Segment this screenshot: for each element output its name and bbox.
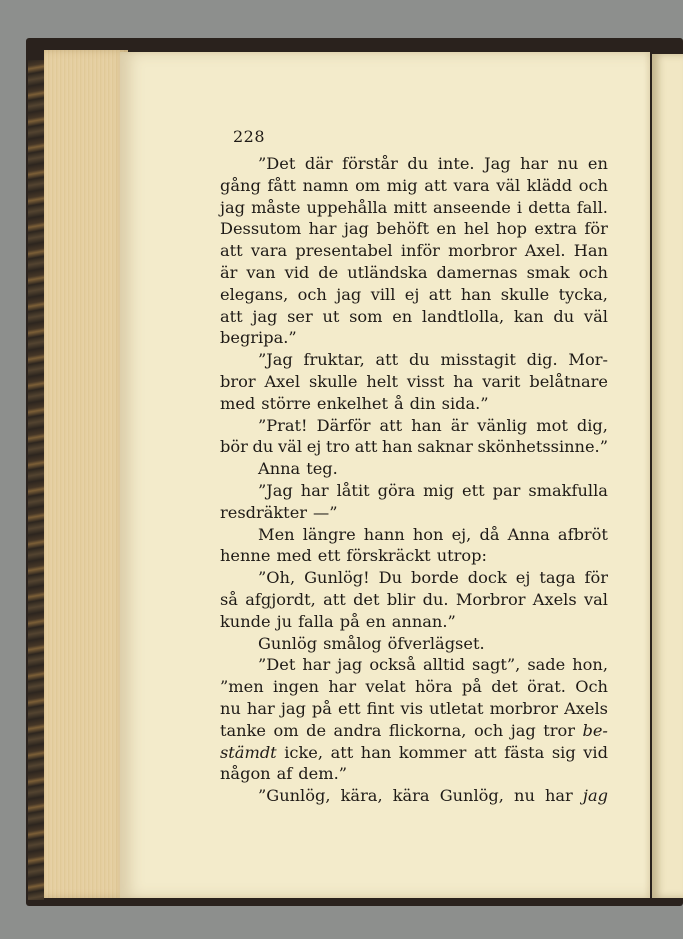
word: utländska [347,262,428,282]
word: ju [276,611,293,631]
word: på [311,698,332,718]
word: låtit [336,480,370,500]
word: utrop: [436,546,487,566]
word: han [460,284,492,304]
word: dem.” [298,764,347,784]
word: höra [414,677,453,697]
word: förskräckt [346,546,431,566]
page-text [220,153,608,807]
word: större [261,393,311,413]
word: det [353,589,380,609]
text-line [220,763,608,785]
word: Anna [507,524,550,544]
word: extra [534,219,577,239]
word: ser [287,306,313,326]
word: Dessutom [220,219,302,239]
word: behöft [376,219,429,239]
word: belåtnare [529,371,608,391]
word: jag [582,786,608,806]
word: saknar [417,437,473,457]
text-line [220,218,608,240]
word: sig [551,742,576,762]
text-line [220,327,608,349]
word: hann [363,524,405,544]
word: ett [462,480,485,500]
text-line [220,262,608,284]
word: ”Gunlög, [258,786,331,806]
text-line [220,524,608,546]
word: mig [423,480,455,500]
word: sida.” [441,393,489,413]
word: och [297,284,327,304]
word: ”Det [258,655,296,675]
word: afbröt [557,524,608,544]
word: jag [336,284,362,304]
word: teg. [306,459,338,479]
word: Mor- [568,350,608,370]
word: falla [298,611,334,631]
word: andra [333,720,382,740]
word: om [355,175,381,195]
word: är [450,415,469,435]
word: Men [258,524,295,544]
marbled-cover-edge [28,60,44,900]
text-line [220,502,608,524]
word: som [349,306,383,326]
word: ingen [273,677,319,697]
word: också [369,655,416,675]
word: att [323,589,346,609]
word: då [479,524,500,544]
word: fått [267,175,297,195]
word: af [276,764,293,784]
word: att [379,415,403,435]
word: för [584,568,608,588]
word: öfverlägset. [387,633,485,653]
word: Morbror [455,589,526,609]
word: Gunlög [258,633,318,653]
word: dig. [526,350,558,370]
word: kan [513,306,544,326]
text-line [220,611,608,633]
word: Jag [484,154,511,173]
text-line [220,785,608,807]
word: vara [250,241,288,261]
word: har [300,480,329,500]
word: —” [313,502,338,522]
word: och [578,175,608,195]
word: elegans, [220,284,289,304]
text-line [220,720,608,742]
word: Därför [316,415,371,435]
word: detta [528,197,571,217]
word: att [375,350,399,370]
word: sagt”, [472,655,521,675]
word: ”Jag [258,350,293,370]
word: flickorna, [388,720,467,740]
text-line [220,676,608,698]
word: att [220,306,243,326]
text-line [220,654,608,676]
word: presentabel [295,241,393,261]
word: i [516,197,523,217]
word: fint [366,698,395,718]
word: Gunlög, [439,786,504,806]
word: fruktar, [303,350,365,370]
word: be- [582,720,608,740]
word: gång [220,175,261,195]
word: han [360,742,392,762]
word: längre [302,524,356,544]
text-line [220,284,608,306]
word: kära [392,786,430,806]
word: ha [453,371,474,391]
word: annan.” [391,611,456,631]
word: hel [463,219,489,239]
text-line [220,175,608,197]
word: örat. [527,677,566,697]
word: att [220,241,243,261]
word: tycka, [558,284,608,304]
word: velat [365,677,406,697]
word: begripa.” [220,328,297,348]
word: klädd [526,175,573,195]
word: du [407,154,429,173]
word: har [246,698,275,718]
word: en [392,306,413,326]
word: smak [526,262,570,282]
word: resdräkter [220,502,308,522]
word: ej, [451,524,472,544]
word: de [306,720,327,740]
word: morbror [489,698,558,718]
word: du [553,306,575,326]
word: är [220,262,238,282]
word: å [394,393,404,413]
text-line [220,589,608,611]
word: har [302,655,331,675]
word: jag [220,197,246,217]
word: Och [575,677,608,697]
word: hon, [572,655,608,675]
word: afgjordt, [245,589,316,609]
word: inför [400,241,440,261]
word: väl [583,306,608,326]
word: en [436,219,457,239]
word: nu [220,698,241,718]
word: Han [573,241,608,261]
word: att [473,742,497,762]
word: vänlig [477,415,528,435]
text-line [220,393,608,415]
word: ”Prat! [258,415,308,435]
word: smakfulla [528,480,608,500]
word: vid [284,262,310,282]
word: skulle [500,284,550,304]
word: van [246,262,276,282]
word: tror [543,720,575,740]
word: jag [280,698,306,718]
word: du [252,437,274,457]
word: bör [220,437,248,457]
word: tro [326,437,350,457]
word: han [411,415,442,435]
word: morbror [448,241,517,261]
word: ej [404,284,420,304]
text-line [220,306,608,328]
word: varit [482,371,521,391]
word: att [428,284,452,304]
word: uppehålla [306,197,388,217]
word: ej [306,437,322,457]
word: en [587,154,608,173]
word: borde [411,568,459,588]
word: på [461,677,482,697]
word: väl [278,437,303,457]
word: en [365,611,386,631]
word: alltid [422,655,465,675]
word: och [473,720,504,740]
word: han [382,437,413,457]
word: att [330,742,354,762]
word: fall. [576,197,608,217]
word: Axels [532,589,577,609]
word: väl [496,175,521,195]
word: Anna [258,459,301,479]
word: ”Jag [258,480,293,500]
word: jag [343,219,369,239]
word: har [328,677,357,697]
word: damernas [436,262,518,282]
text-line [220,371,608,393]
word: mig [386,175,418,195]
word: blir [386,589,416,609]
word: att [424,175,447,195]
word: du [408,350,430,370]
page-number: 228 [233,127,266,146]
word: med [220,393,256,413]
word: ”Oh, [258,568,296,588]
word: Gunlög! [304,568,370,588]
word: att [354,437,378,457]
text-line [220,153,608,175]
word: det [491,677,518,697]
word: och [578,262,608,282]
word: kommer [398,742,467,762]
word: jag [252,306,278,326]
word: landtlolla, [421,306,505,326]
word: stämdt [220,742,277,762]
text-line [220,415,608,437]
word: jag [510,720,536,740]
word: har [544,786,573,806]
word: ut [322,306,340,326]
word: helt [366,371,399,391]
word: bror [220,371,256,391]
word: skulle [308,371,358,391]
word: val [583,589,608,609]
word: vill [370,284,396,304]
text-line [220,633,608,655]
word: Axel [264,371,301,391]
word: ett [317,546,341,566]
word: för [584,219,608,239]
word: ej [515,568,531,588]
word: måste [251,197,301,217]
facing-page-edge [652,54,683,898]
word: vis [400,698,424,718]
word: visst [406,371,445,391]
word: nu [514,786,535,806]
word: jag [337,655,363,675]
word: kära, [340,786,383,806]
text-line [220,742,608,764]
word: utletat [429,698,484,718]
word: hon [412,524,444,544]
word: dig, [576,415,608,435]
text-line [220,545,608,567]
word: med [276,546,312,566]
text-line [220,349,608,371]
word: inte. [437,154,475,173]
text-line [220,698,608,720]
word: skönhetssinne.” [477,437,608,457]
word: där [304,154,333,173]
word: din [409,393,436,413]
word: tanke [220,720,266,740]
word: Axels [564,698,608,718]
text-line [220,436,608,458]
word: ”Det [258,154,296,173]
word: mot [536,415,568,435]
text-line [220,567,608,589]
word: namn [302,175,349,195]
word: mitt [393,197,427,217]
word: vid [583,742,608,762]
word: ”men [220,677,264,697]
word: så [220,589,238,609]
word: om [273,720,299,740]
word: kunde [220,611,271,631]
word: Axel. [524,241,566,261]
word: smålog [323,633,382,653]
word: icke, [284,742,324,762]
page-edges [44,50,128,898]
word: par [492,480,521,500]
word: sade [527,655,566,675]
word: har [308,219,337,239]
word: du. [422,589,449,609]
word: henne [220,546,271,566]
word: Du [378,568,403,588]
word: hop [496,219,527,239]
text-line [220,240,608,262]
text-line [220,458,608,480]
word: nu [557,154,579,173]
text-line [220,480,608,502]
word: de [318,262,339,282]
word: taga [539,568,576,588]
word: göra [377,480,416,500]
word: fästa [504,742,545,762]
word: har [520,154,548,173]
word: någon [220,764,271,784]
word: ett [338,698,361,718]
word: anseende [432,197,511,217]
word: enkelhet [316,393,389,413]
word: vara [453,175,490,195]
word: förstår [342,154,398,173]
word: på [339,611,360,631]
text-line [220,197,608,219]
word: misstagit [440,350,516,370]
word: dock [467,568,507,588]
